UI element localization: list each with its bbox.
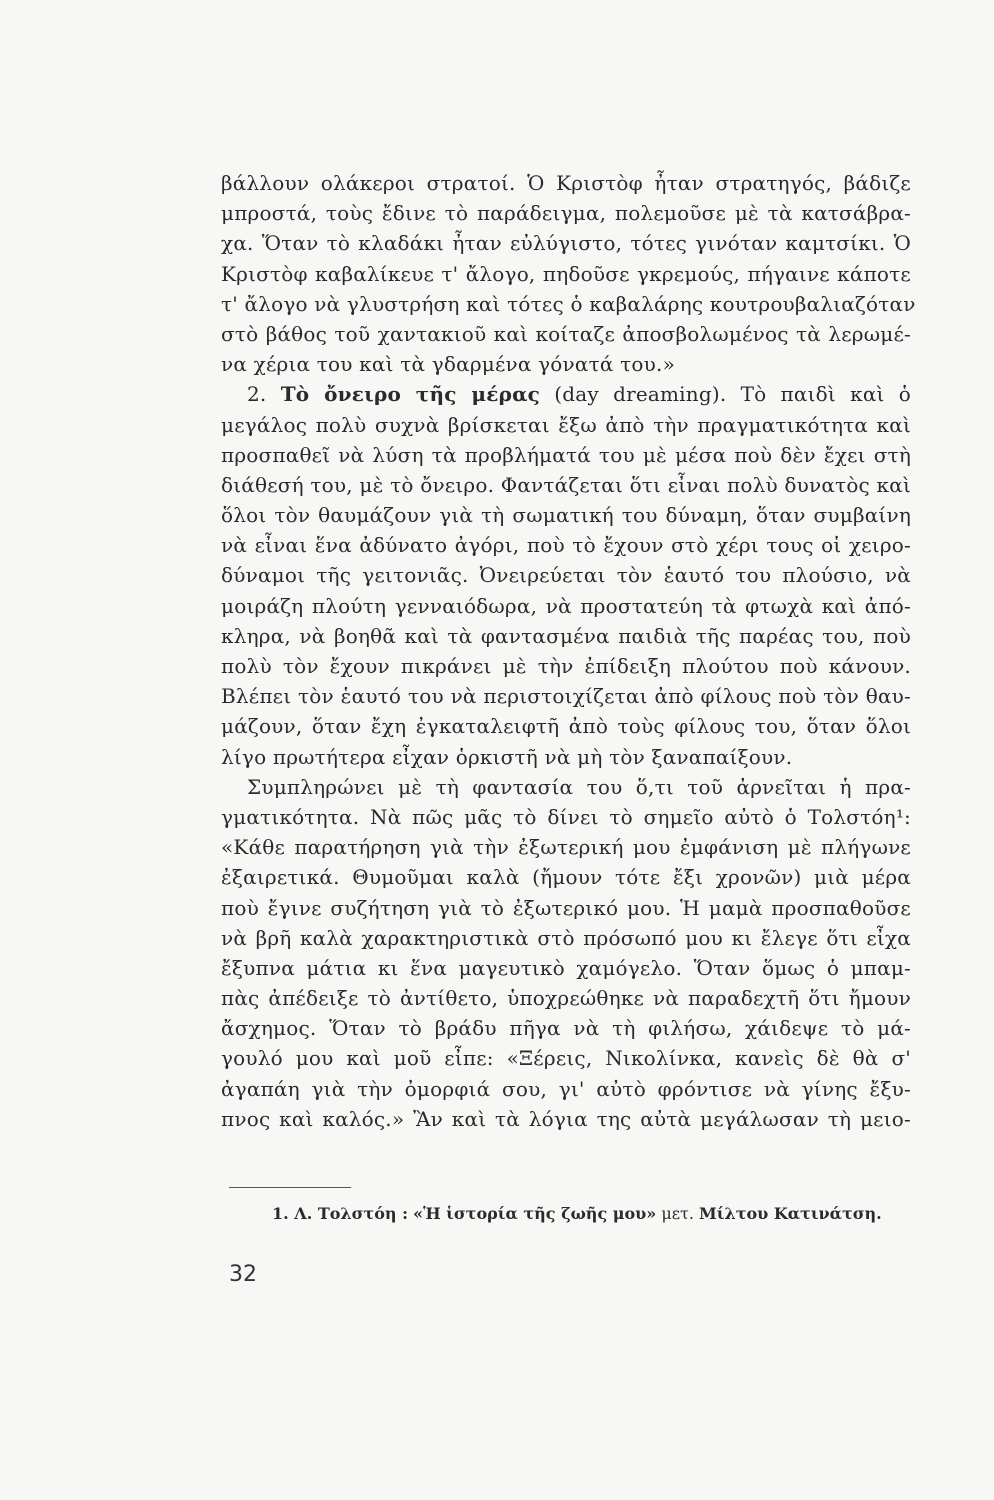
- text-line: ἔξυπνα μάτια κι ἕνα μαγευτικὸ χαμόγελο. Ὅταν ὅμως ὁ μπαμ-: [221, 955, 911, 980]
- footnote-translator: Μίλτου Κατινάτση.: [699, 1204, 882, 1223]
- footnote-marker: 1. Λ. Τολστόη :: [272, 1204, 408, 1223]
- text-line: μπροστά, τοὺς ἔδινε τὸ παράδειγμα, πολεμοῦσε μὲ τὰ κατσάβρα-: [221, 201, 911, 226]
- section-number: 2.: [247, 382, 267, 407]
- text-line: πὰς ἀπέδειξε τὸ ἀντίθετο, ὑποχρεώθηκε νὰ παραδεχτῆ ὅτι ἤμουν: [221, 986, 911, 1011]
- section-heading-line: [221, 379, 911, 409]
- body-text: [221, 168, 916, 1134]
- text-line: βάλλουν ολάκεροι στρατοί. Ὁ Κριστὸφ ἦταν στρατηγός, βάδιζε: [221, 171, 911, 195]
- text-line: ὅλοι τὸν θαυμάζουν γιὰ τὴ σωματική του δύναμη, ὅταν συμβαίνη: [221, 503, 911, 528]
- text-line: μοιράζη πλούτη γενναιόδωρα, νὰ προστατεύη τὰ φτωχὰ καὶ ἀπό-: [221, 593, 911, 618]
- text-line: τ' ἄλογο νὰ γλυστρήση καὶ τότες ὁ καβαλάρης κουτρουβαλιαζόταν: [221, 291, 916, 316]
- text-line: ἐξαιρετικά. Θυμοῦμαι καλὰ (ἤμουν τότε ἔξι χρονῶν) μιὰ μέρα: [221, 865, 911, 890]
- section-heading: Τὸ ὄνειρο τῆς μέρας: [280, 382, 541, 407]
- text-line: στὸ βάθος τοῦ χαντακιοῦ καὶ κοίταζε ἀποσβολωμένος τὰ λερωμέ-: [221, 321, 911, 346]
- text-line: διάθεσή του, μὲ τὸ ὄνειρο. Φαντάζεται ὅτι εἶναι πολὺ δυνατὸς καὶ: [221, 472, 911, 497]
- text-line: Κριστὸφ καβαλίκευε τ' ἄλογο, πηδοῦσε γκρεμούς, πήγαινε κάποτε: [221, 261, 911, 286]
- text-line: νὰ εἶναι ἕνα ἀδύνατο ἀγόρι, ποὺ τὸ ἔχουν στὸ χέρι τους οἱ χειρο-: [221, 533, 911, 558]
- text-line: νὰ βρῆ καλὰ χαρακτηριστικὰ στὸ πρόσωπό μου κι ἔλεγε ὅτι εἶχα: [221, 925, 911, 950]
- text-line: προσπαθεῖ νὰ λύση τὰ προβλήματά του μὲ μέσα ποὺ δὲν ἔχει στὴ: [221, 442, 911, 467]
- text-line: Βλέπει τὸν ἑαυτό του νὰ περιστοιχίζεται ἀπὸ φίλους ποὺ τὸν θαυ-: [221, 684, 911, 709]
- text-line: Συμπληρώνει μὲ τὴ φαντασία του ὅ,τι τοῦ ἀρνεῖται ἡ πρα-: [247, 774, 911, 799]
- text-line: λίγο πρωτήτερα εἶχαν ὁρκιστῆ νὰ μὴ τὸν ξαναπαίξουν.: [221, 744, 793, 769]
- text-line: χα. Ὅταν τὸ κλαδάκι ἦταν εὐλύγιστο, τότες γινόταν καμτσίκι. Ὁ: [221, 231, 911, 256]
- text-line: «Κάθε παρατήρηση γιὰ τὴν ἐξωτερική μου ἐμφάνιση μὲ πλήγωνε: [221, 835, 911, 860]
- text-line: μάζουν, ὅταν ἔχη ἐγκαταλειφτῆ ἀπὸ τοὺς φίλους του, ὅταν ὅλοι: [221, 714, 911, 739]
- text-line: να χέρια του καὶ τὰ γδαρμένα γόνατά του.»: [221, 352, 676, 377]
- text-line: πνος καὶ καλός.» Ἂν καὶ τὰ λόγια της αὐτὰ μεγάλωσαν τὴ μειο-: [221, 1106, 911, 1131]
- text-line: ποὺ ἔγινε συζήτηση γιὰ τὸ ἐξωτερικό μου. Ἡ μαμὰ προσπαθοῦσε: [221, 895, 911, 920]
- text-line: γματικότητα. Νὰ πῶς μᾶς τὸ δίνει τὸ σημεῖο αὐτὸ ὁ Τολστόη¹:: [221, 804, 911, 829]
- footnote: [272, 1204, 922, 1224]
- text-line: μεγάλος πολὺ συχνὰ βρίσκεται ἔξω ἀπὸ τὴν πραγματικότητα καὶ: [221, 412, 911, 437]
- section-heading-rest: (day dreaming). Τὸ παιδὶ καὶ ὁ: [554, 382, 912, 407]
- footnote-translator-prefix: μετ.: [661, 1204, 694, 1223]
- text-line: ἄσχημος. Ὅταν τὸ βράδυ πῆγα νὰ τὴ φιλήσω, χάιδεψε τὸ μά-: [221, 1016, 911, 1041]
- text-line: ἀγαπάη γιὰ τὴν ὀμορφιά σου, γι' αὐτὸ φρόντισε νὰ γίνης ἔξυ-: [221, 1076, 911, 1101]
- text-line: πολὺ τὸν ἔχουν πικράνει μὲ τὴν ἐπίδειξη πλούτου ποὺ κάνουν.: [221, 654, 911, 678]
- text-line: κληρα, νὰ βοηθᾶ καὶ τὰ φαντασμένα παιδιὰ τῆς παρέας του, ποὺ: [221, 623, 911, 648]
- text-line: γουλό μου καὶ μοῦ εἶπε: «Ξέρεις, Νικολίνκα, κανεὶς δὲ θὰ σ': [221, 1046, 911, 1071]
- footnote-divider: [229, 1187, 351, 1188]
- text-line: δύναμοι τῆς γειτονιᾶς. Ὀνειρεύεται τὸν ἑαυτό του πλούσιο, νὰ: [221, 563, 911, 588]
- footnote-title: «Ἡ ἱστορία τῆς ζωῆς μου»: [413, 1204, 657, 1223]
- page-number: 32: [229, 1262, 257, 1287]
